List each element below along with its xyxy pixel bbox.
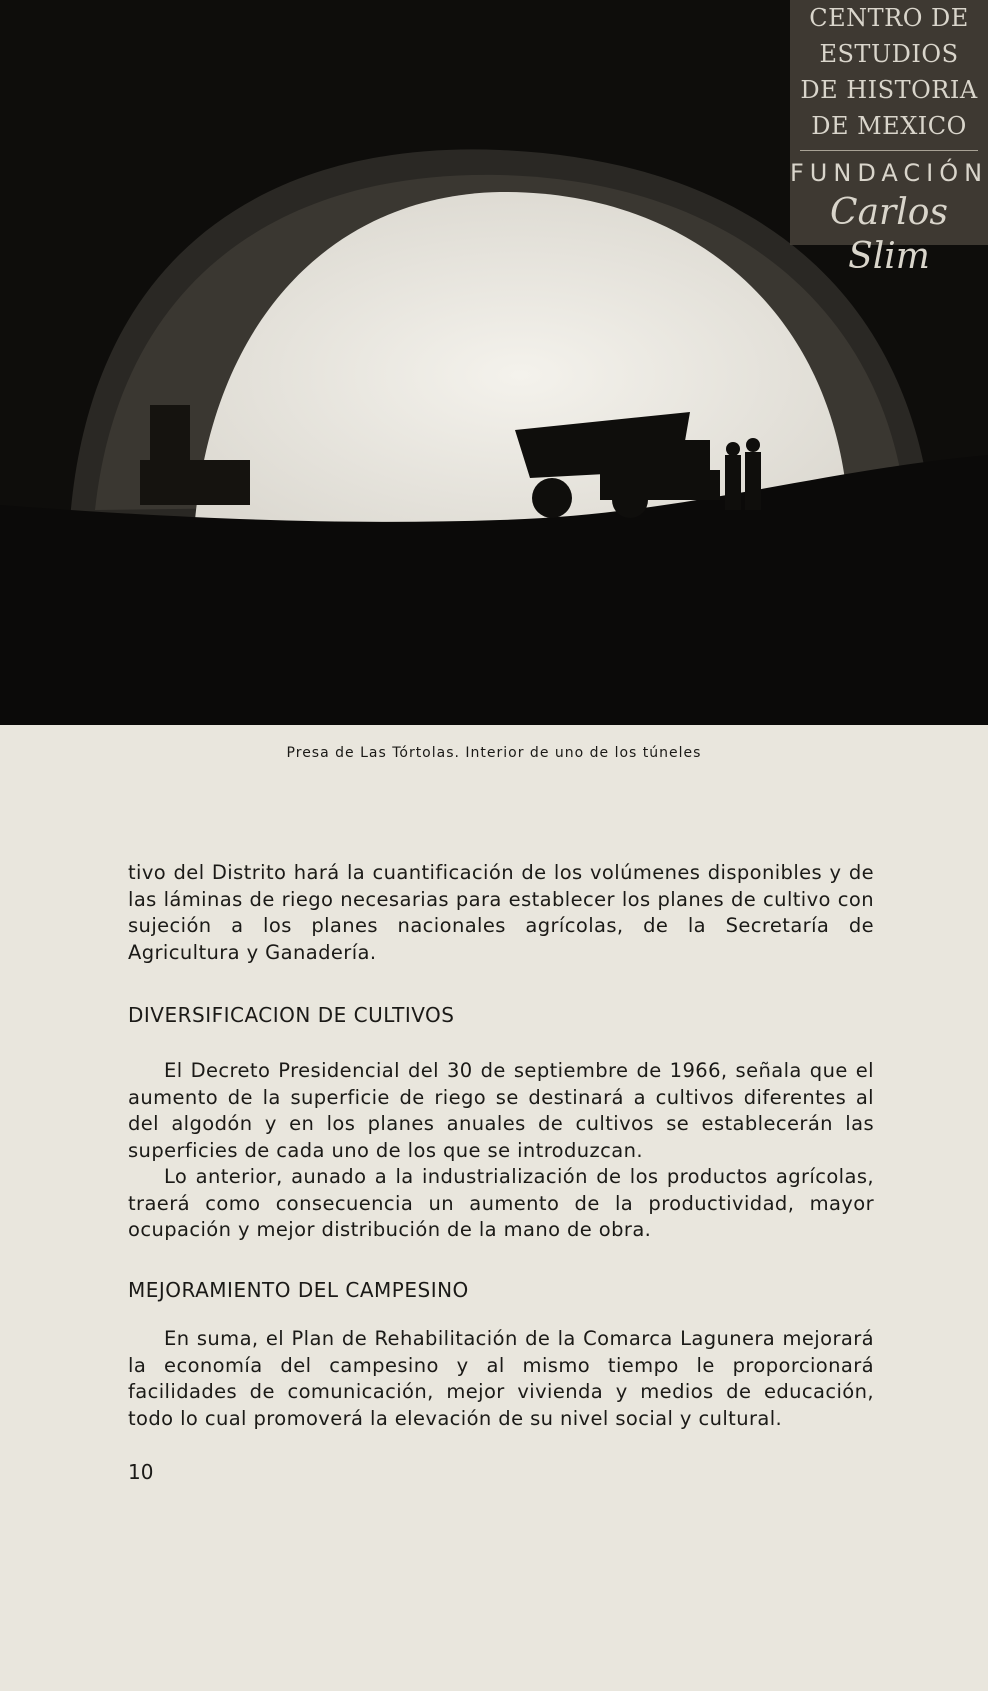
watermark-divider — [800, 150, 978, 151]
watermark-line-2: ESTUDIOS — [819, 40, 959, 68]
intro-text: tivo del Distrito hará la cuantificación de los volúmenes disponibles y de las láminas de riego necesarias para establecer los planes de cultivo con sujeción a los planes nacionales agrícolas, de la Secretaría de Agricultura y Ganadería. — [128, 861, 874, 964]
watermark-foundation: FUNDACIÓN — [790, 159, 988, 187]
photo-caption: Presa de Las Tórtolas. Interior de uno de los túneles — [286, 745, 702, 761]
page-number: 10 — [128, 1460, 154, 1484]
section-heading-mejoramiento: MEJORAMIENTO DEL CAMPESINO — [128, 1278, 469, 1302]
archive-watermark — [790, 0, 988, 277]
intro-paragraph — [128, 860, 874, 966]
section1-paragraph-2: Lo anterior, aunado a la industrialización de los productos agrícolas, traerá como consecuencia un aumento de la productividad, mayor ocupación y mejor distribución de la mano de obra. — [128, 1165, 874, 1241]
watermark-signature: Carlos Slim — [830, 192, 948, 277]
section1-body — [128, 1058, 874, 1244]
section2-paragraph-1: En suma, el Plan de Rehabilitación de la Comarca Lagunera mejorará la economía del campesino y al mismo tiempo le proporcionará facilidades de comunicación, mejor vivienda y medios de educación, todo lo cual promoverá la elevación de su nivel social y cultural. — [128, 1327, 874, 1430]
section-heading-diversificacion: DIVERSIFICACION DE CULTIVOS — [128, 1003, 455, 1027]
section1-paragraph-1: El Decreto Presidencial del 30 de septiembre de 1966, señala que el aumento de la superficie de riego se destinará a cultivos diferentes al del algodón y en los planes anuales de cultivos se establecerán las superficies de cada uno de los que se introduzcan. — [128, 1059, 874, 1162]
watermark-line-1: CENTRO DE — [809, 4, 969, 32]
watermark-line-3: DE HISTORIA — [800, 76, 978, 104]
section2-body — [128, 1326, 874, 1432]
watermark-line-4: DE MEXICO — [811, 112, 967, 140]
